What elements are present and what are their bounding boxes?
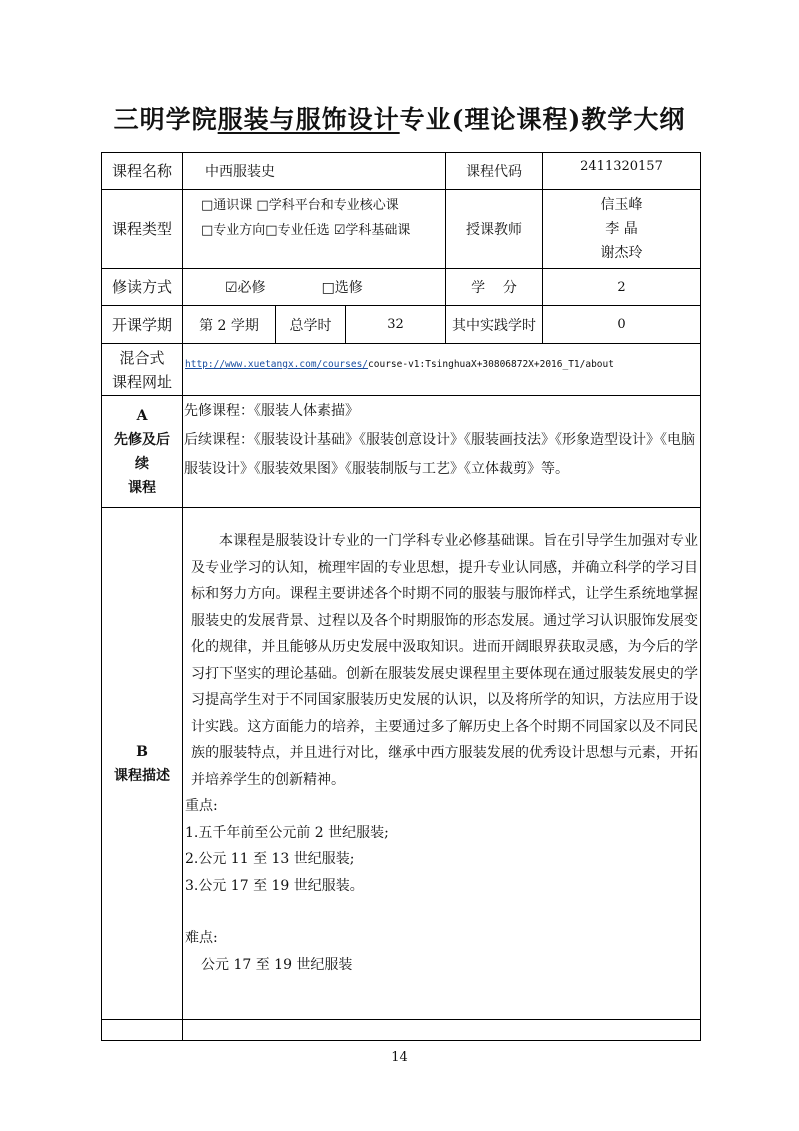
elective-option: □选修 — [321, 280, 363, 296]
followup-courses: 后续课程：《服装设计基础》《服装创意设计》《服装画技法》《形象造型设计》《电脑服装设计》《服装效果图》《服装制版与工艺》《立体裁剪》等。 — [184, 432, 695, 477]
course-url-rest: course-v1:TsinghuaX+30806872X+2016_T1/about — [368, 359, 614, 370]
study-mode-options — [183, 269, 446, 306]
course-code: 2411320157 — [543, 153, 701, 190]
credit-value: 2 — [543, 269, 701, 306]
course-type-options — [183, 190, 446, 269]
required-option: ☑必修 — [225, 280, 266, 296]
section-b-label — [102, 508, 183, 1020]
teacher-label: 授课教师 — [446, 190, 543, 269]
empty-cell — [183, 1020, 701, 1041]
section-a-letter: A — [136, 407, 148, 424]
key-point-item: 1.五千年前至公元前 2 世纪服装; — [185, 824, 389, 841]
course-url-label — [102, 344, 183, 396]
section-b-content — [183, 508, 701, 1020]
course-type-line1: □通识课 □学科平台和专业核心课 — [201, 198, 399, 213]
semester-value: 第 2 学期 — [183, 306, 276, 344]
total-hours-label: 总学时 — [276, 306, 346, 344]
teacher-list — [543, 190, 701, 269]
course-code-label: 课程代码 — [446, 153, 543, 190]
section-a-label-line2: 续 — [135, 455, 149, 472]
course-url-label-line1: 混合式 — [119, 348, 165, 367]
title-suffix: 专业(理论课程)教学大纲 — [399, 105, 686, 134]
section-b-title: 课程描述 — [114, 767, 170, 784]
section-a-label — [102, 396, 183, 508]
key-points-label: 重点: — [185, 798, 218, 814]
total-hours-value: 32 — [346, 306, 446, 344]
title-prefix: 三明学院 — [113, 105, 218, 134]
difficulties-item: 公元 17 至 19 世纪服装 — [201, 956, 353, 973]
section-a-content — [183, 396, 701, 508]
key-point-item: 2.公元 11 至 13 世纪服装; — [185, 851, 355, 867]
title-major: 服装与服饰设计 — [217, 105, 400, 134]
difficulties-label: 难点: — [185, 930, 218, 946]
course-url — [183, 344, 701, 396]
course-url-label-line2: 课程网址 — [111, 372, 172, 391]
teacher-name: 谢杰玲 — [600, 245, 643, 261]
study-mode-label: 修读方式 — [102, 269, 183, 306]
teacher-name: 李 晶 — [605, 221, 638, 237]
course-description: 本课程是服装设计专业的一门学科专业必修基础课。旨在引导学生加强对专业及专业学习的认知，梳理牢固的专业思想，提升专业认同感，并确立科学的学习目标和努力方向。课程主要讲述各个时期不同的服装与服饰样式，让学生系统地掌握服装史的发展背景、过程以及各个时期服饰的形态发展。通过学习认识服饰发展变化的规律，并且能够从历史发展中汲取知识。进而开阔眼界获取灵感，为今后的学习打下坚实的理论基础。创新在服装发展史课程里主要体现在通过服装发展史的学习提高学生对于不同国家服装历史发展的认识，以及将所学的知识，方法应用于设计实践。这方面能力的培养，主要通过多了解历史上各个时期不同国家以及不同民族的服装特点，并且进行对比，继承中西方服装发展的优秀设计思想与元素，开拓并培养学生的创新精神。 — [191, 533, 698, 788]
key-point-item: 3.公元 17 至 19 世纪服装。 — [185, 877, 364, 894]
prerequisite-courses: 先修课程：《服装人体素描》 — [184, 403, 359, 419]
document-title — [0, 100, 799, 136]
credit-label: 学 分 — [446, 269, 543, 306]
course-type-label: 课程类型 — [102, 190, 183, 269]
course-type-line2: □专业方向□专业任选 ☑学科基础课 — [201, 223, 411, 238]
practice-hours-label: 其中实践学时 — [446, 306, 543, 344]
section-a-label-line1: 先修及后 — [114, 431, 170, 448]
teacher-name: 信玉峰 — [600, 197, 643, 213]
page-number: 14 — [391, 1050, 408, 1065]
practice-hours-value: 0 — [543, 306, 701, 344]
section-b-letter: B — [136, 743, 148, 760]
section-a-label-line3: 课程 — [128, 479, 156, 496]
course-name: 中西服装史 — [183, 153, 446, 190]
course-name-label: 课程名称 — [102, 153, 183, 190]
empty-cell — [102, 1020, 183, 1041]
course-url-link[interactable]: http://www.xuetangx.com/courses/ — [185, 359, 369, 370]
syllabus-grid — [101, 152, 701, 1041]
semester-label: 开课学期 — [102, 306, 183, 344]
